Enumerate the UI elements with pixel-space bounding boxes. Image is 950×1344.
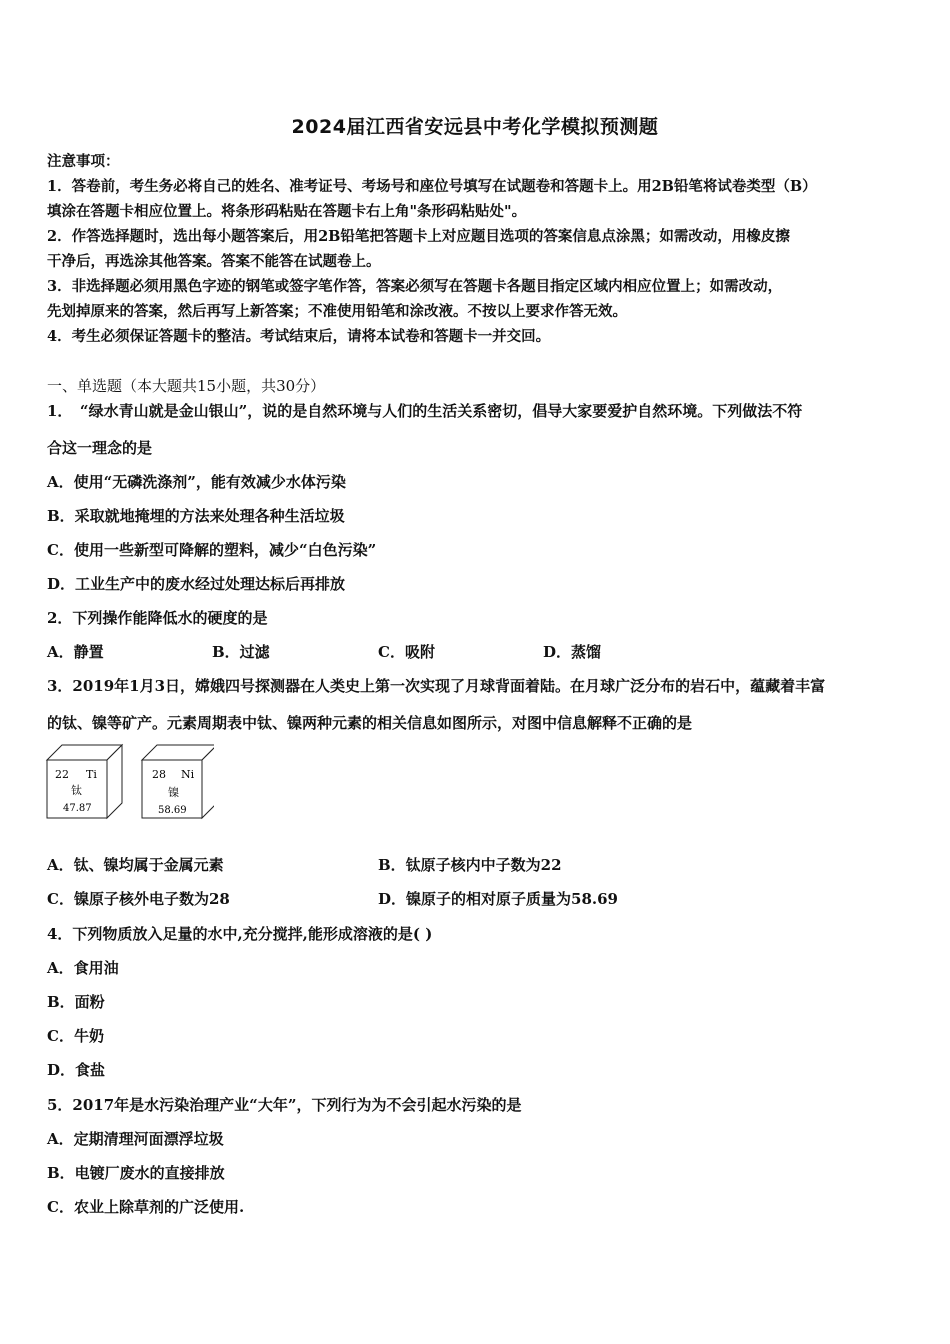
element-number: 22 [55,768,69,781]
notice-line: 填涂在答题卡相应位置上。将条形码粘贴在答题卡右上角"条形码粘贴处"。 [47,203,527,220]
element-name: 钛 [71,784,82,797]
q2-option-d: D．蒸馏 [543,643,602,661]
q4-stem: 4．下列物质放入足量的水中,充分搅拌,能形成溶液的是( ) [47,925,433,943]
element-name: 镍 [168,786,179,799]
q5-option-b: B．电镀厂废水的直接排放 [47,1164,225,1182]
notice-line: 3．非选择题必须用黑色字迹的钢笔或签字笔作答，答案必须写在答题卡各题目指定区域内相应位置上；如需改动， [47,278,783,295]
notice-line: 先划掉原来的答案，然后再写上新答案；不准使用铅笔和涂改液。不按以上要求作答无效。 [47,303,627,320]
q2-option-c: C．吸附 [378,643,435,661]
q1-option-c: C．使用一些新型可降解的塑料，减少“白色污染” [47,541,377,559]
periodic-table-figure [44,742,214,822]
q3-option-b: B．钛原子核内中子数为22 [378,856,562,874]
section-heading: 一、单选题（本大题共15小题，共30分） [47,377,326,395]
notice-line: 干净后，再选涂其他答案。答案不能答在试题卷上。 [47,253,381,270]
q1-option-d: D．工业生产中的废水经过处理达标后再排放 [47,575,346,593]
q1-option-a: A．使用“无磷洗涤剂”，能有效减少水体污染 [47,473,346,491]
element-symbol: Ni [181,768,195,781]
q4-option-b: B．面粉 [47,993,105,1011]
q5-option-c: C．农业上除草剂的广泛使用. [47,1198,245,1216]
element-symbol: Ti [86,768,97,781]
q2-option-b: B．过滤 [212,643,270,661]
page-title: 2024届江西省安远县中考化学模拟预测题 [291,116,659,138]
notice-heading: 注意事项： [47,153,120,170]
q3-option-a: A．钛、镍均属于金属元素 [47,856,224,874]
q2-stem: 2．下列操作能降低水的硬度的是 [47,609,268,627]
notice-line: 4．考生必须保证答题卡的整洁。考试结束后，请将本试卷和答题卡一并交回。 [47,328,551,345]
q1-stem-cont: 合这一理念的是 [47,439,153,457]
element-card-titanium [47,745,122,818]
q4-option-a: A．食用油 [47,959,119,977]
q3-stem: 3．2019年1月3日，嫦娥四号探测器在人类史上第一次实现了月球背面着陆。在月球广泛分布的岩石中，蕴藏着丰富 [47,677,826,695]
element-mass: 47.87 [63,803,92,814]
q5-option-a: A．定期清理河面漂浮垃圾 [47,1130,224,1148]
q3-stem-cont: 的钛、镍等矿产。元素周期表中钛、镍两种元素的相关信息如图所示，对图中信息解释不正确的是 [47,714,693,732]
q1-stem: 1． “绿水青山就是金山银山”，说的是自然环境与人们的生活关系密切，倡导大家要爱护自然环境。下列做法不符 [47,402,803,420]
element-mass: 58.69 [158,805,187,816]
q4-option-c: C．牛奶 [47,1027,104,1045]
q3-option-d: D．镍原子的相对原子质量为58.69 [378,890,618,908]
q1-option-b: B．采取就地掩埋的方法来处理各种生活垃圾 [47,507,345,525]
q3-option-c: C．镍原子核外电子数为28 [47,890,230,908]
q4-option-d: D．食盐 [47,1061,106,1079]
element-number: 28 [152,768,166,781]
element-card-nickel [142,745,214,818]
q2-option-a: A．静置 [47,643,104,661]
notice-line: 2．作答选择题时，选出每小题答案后，用2B铅笔把答题卡上对应题目选项的答案信息点涂黑；如需改动，用橡皮擦 [47,228,790,245]
q5-stem: 5．2017年是水污染治理产业“大年”，下列行为为不会引起水污染的是 [47,1096,522,1114]
notice-line: 1．答卷前，考生务必将自己的姓名、准考证号、考场号和座位号填写在试题卷和答题卡上。用2B铅笔将试卷类型（B） [47,178,817,195]
